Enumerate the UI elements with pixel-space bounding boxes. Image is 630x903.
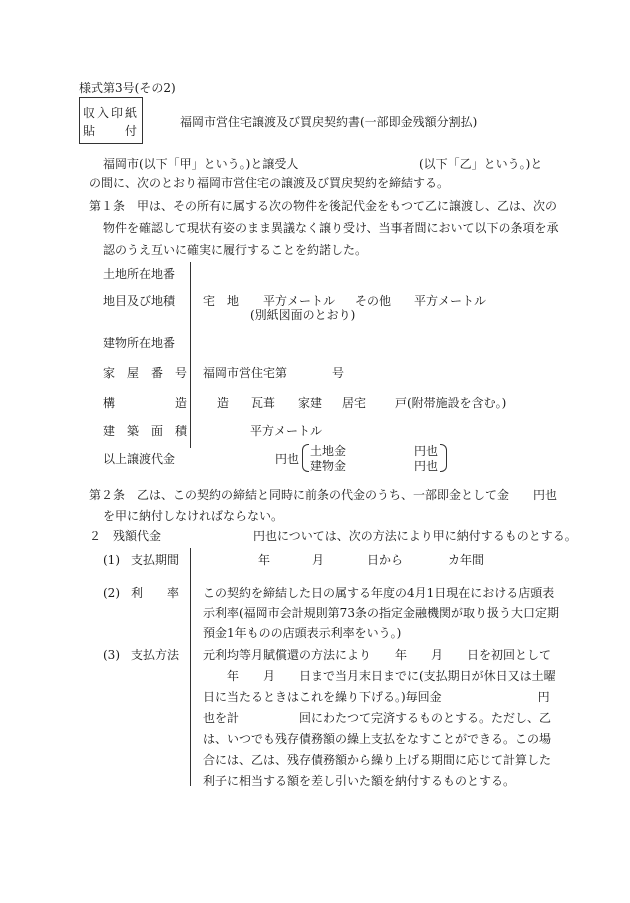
item1-year: 年 (258, 553, 271, 567)
stamp-box-line2: 貼 付 (82, 124, 139, 138)
item1-num: (1) (103, 553, 120, 567)
land-location-label: 土地所在地番 (103, 267, 176, 281)
price-unit: 円也 (275, 452, 300, 466)
land-unit1: 平方メートル (263, 294, 336, 308)
article1-line2: 物件を確認して現状有姿のまま異議なく譲り受け、当事者間において以下の条項を承 (103, 221, 559, 235)
property-divider-line (190, 262, 191, 448)
article2-line1: 第２条 乙は、この契約の締結と同時に前条の代金のうち、一部即金として金 円也 (89, 488, 558, 502)
land-note: (別紙図面のとおり) (250, 308, 356, 322)
floor-area-unit: 平方メートル (250, 424, 323, 438)
clause2-divider-line (190, 548, 191, 786)
structure-floors: 家建 (298, 396, 323, 410)
intro-line2: の間に、次のとおり福岡市営住宅の譲渡及び買戻契約を締結する。 (89, 176, 450, 190)
item2-label: 利 率 (131, 586, 180, 600)
price-open-brace (302, 444, 309, 472)
item2-line: この契約を締結した日の属する年度の4月1日現在における店頭表 (203, 586, 555, 600)
item1-label: 支払期間 (131, 553, 180, 567)
land-other: その他 (355, 294, 392, 308)
intro-line1-b: (以下「乙」という。)と (419, 157, 543, 171)
price-close-brace (440, 444, 447, 472)
price-label: 以上譲渡代金 (103, 452, 176, 466)
form-number: 様式第3号(その2) (79, 81, 176, 95)
structure-roof: 瓦葺 (251, 396, 276, 410)
item1-months-years: カ年間 (448, 553, 485, 567)
article1-line1: 第１条 甲は、その所有に属する次の物件を後記代金をもつて乙に譲渡し、乙は、次の (89, 199, 558, 213)
item2-line: 預金1年ものの店頭表示利率をいう。) (203, 626, 402, 640)
land-price-label: 土地金 (310, 444, 347, 458)
land-category-label: 地目及び地積 (103, 294, 176, 308)
item1-from: 日から (367, 553, 404, 567)
item3-line: 也を計 回にわたつて完済するものとする。ただし、乙 (203, 711, 552, 725)
item3-line: 合には、乙は、残存債務額から繰り上げる期間に応じて計算した (203, 753, 552, 767)
item3-line: は、いつでも残存債務額の繰上支払をなすことができる。この場 (203, 732, 552, 746)
structure-zo: 造 (217, 396, 230, 410)
building-location-label: 建物所在地番 (103, 336, 176, 350)
article2-line2: を甲に納付しなければならない。 (103, 509, 284, 523)
building-price-unit: 円也 (414, 459, 439, 473)
structure-units: 戸(附帯施設を含む。) (395, 396, 507, 410)
item2-line: 示利率(福岡市会計規則第73条の指定金融機関が取り扱う大口定期 (203, 606, 559, 620)
structure-dwelling: 居宅 (342, 396, 367, 410)
house-number-suffix: 号 (332, 366, 345, 380)
structure-label: 構 造 (103, 396, 188, 410)
revenue-stamp-box (79, 97, 143, 144)
land-residential: 宅 地 (203, 294, 240, 308)
item3-line: 日に当たるときはこれを繰り下げる。)毎回金 円 (203, 690, 550, 704)
land-price-unit: 円也 (414, 444, 439, 458)
item3-line: 年 月 日まで当月末日までに(支払期日が休日又は土曜 (203, 669, 556, 683)
item1-month: 月 (312, 553, 325, 567)
clause2-heading-a: ２ 残額代金 (89, 529, 162, 543)
intro-line1-a: 福岡市(以下「甲」という。)と譲受人 (103, 157, 299, 171)
house-number-prefix: 福岡市営住宅第 (203, 366, 288, 380)
floor-area-label: 建 築 面 積 (103, 424, 188, 438)
item3-label: 支払方法 (131, 648, 180, 662)
clause2-heading-b: 円也については、次の方法により甲に納付するものとする。 (253, 529, 577, 543)
item3-line: 元利均等月賦償還の方法により 年 月 日を初回として (203, 648, 552, 662)
house-number-label: 家 屋 番 号 (103, 366, 188, 380)
land-unit2: 平方メートル (414, 294, 487, 308)
article1-line3: 認のうえ互いに確実に履行することを約諾した。 (103, 243, 368, 257)
item3-line: 利子に相当する額を差し引いた額を納付するものとする。 (203, 774, 516, 788)
item2-num: (2) (103, 586, 120, 600)
document-title: 福岡市営住宅譲渡及び買戻契約書(一部即金残額分割払) (180, 115, 478, 129)
stamp-box-line1: 収入印紙 (82, 106, 139, 120)
building-price-label: 建物金 (310, 459, 347, 473)
item3-num: (3) (103, 648, 120, 662)
